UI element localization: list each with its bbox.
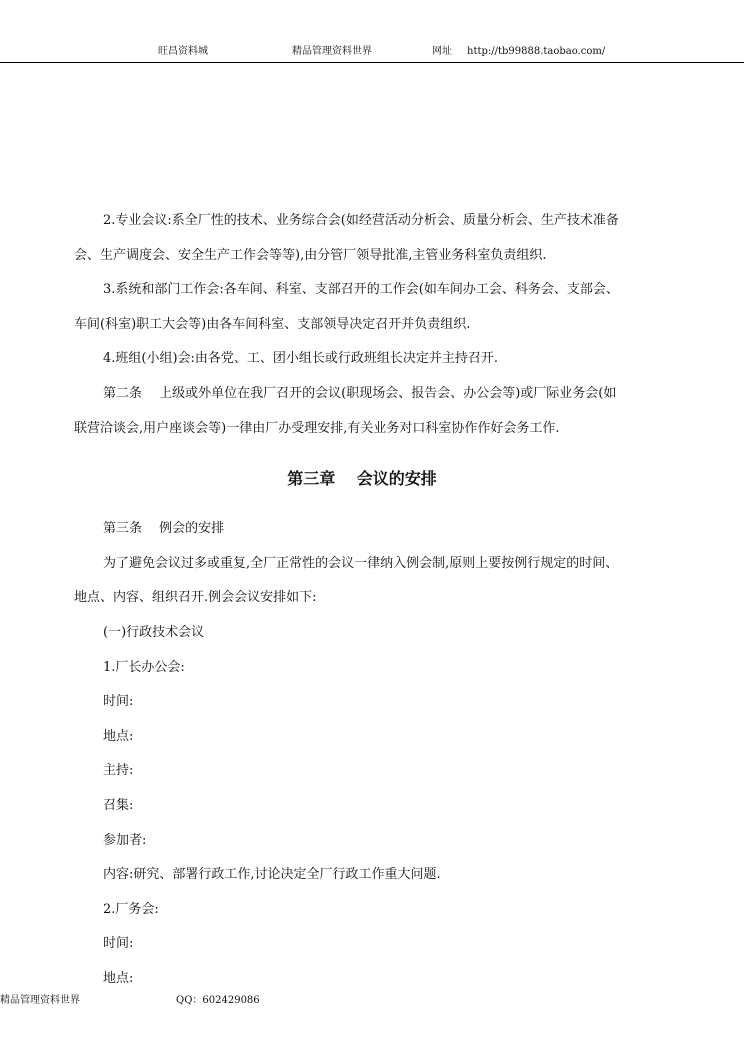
field-host: 主持:	[103, 763, 134, 779]
paragraph-special-meeting-1: 2.专业会议:系全厂性的技术、业务综合会(如经营活动分析会、质量分析会、生产技术准备	[103, 213, 619, 228]
header-site-url[interactable]: http://tb99888.taobao.com/	[467, 46, 606, 57]
paragraph-dept-meeting-1: 3.系统和部门工作会:各车间、科室、支部召开的工作会(如车间办工会、科务会、支部会、	[103, 282, 619, 298]
field-convener: 召集:	[103, 797, 134, 813]
header-brand: 精品管理资料世界	[292, 46, 372, 57]
item-director-office-meeting: 1.厂长办公会:	[103, 659, 185, 675]
article-3-heading: 第三条 例会的安排	[103, 521, 225, 537]
field-time: 时间:	[103, 936, 134, 952]
paragraph-regular-meetings-2: 地点、内容、组织召开.例会会议安排如下:	[74, 590, 317, 606]
field-content: 内容:研究、部署行政工作,讨论决定全厂行政工作重大问题.	[103, 867, 441, 883]
field-time: 时间:	[103, 694, 134, 710]
footer-brand: 精品管理资料世界	[0, 995, 80, 1006]
paragraph-dept-meeting-2: 车间(科室)职工大会等)由各车间科室、支部领导决定召开并负责组织.	[74, 316, 471, 332]
page-footer	[0, 995, 744, 1009]
paragraph-article-2-1: 第二条 上级或外单位在我厂召开的会议(职现场会、报告会、办公会等)或厂际业务会(如	[103, 385, 617, 401]
header-shop-name: 旺昌资料城	[158, 46, 208, 57]
chapter-title: 第三章 会议的安排	[287, 469, 437, 489]
section-admin-tech-meetings: (一)行政技术会议	[103, 624, 205, 640]
field-attendees: 参加者:	[103, 832, 147, 848]
field-place: 地点:	[103, 728, 134, 744]
document-body	[74, 204, 650, 996]
paragraph-special-meeting-2: 会、生产调度会、安全生产工作会等等),由分管厂领导批准,主管业务科室负责组织.	[74, 247, 547, 263]
field-place: 地点:	[103, 970, 134, 986]
item-factory-affairs-meeting: 2.厂务会:	[103, 901, 159, 917]
paragraph-article-2-2: 联营洽谈会,用户座谈会等)一律由厂办受理安排,有关业务对口科室协作作好会务工作.	[74, 420, 560, 436]
header-site-label: 网址	[432, 46, 452, 57]
paragraph-team-meeting: 4.班组(小组)会:由各党、工、团小组长或行政班组长决定并主持召开.	[103, 351, 499, 367]
paragraph-regular-meetings-1: 为了避免会议过多或重复,全厂正常性的会议一律纳入例会制,原则上要按例行规定的时间、	[103, 555, 619, 571]
footer-qq: QQ：602429086	[176, 995, 260, 1006]
page-header	[0, 0, 744, 63]
